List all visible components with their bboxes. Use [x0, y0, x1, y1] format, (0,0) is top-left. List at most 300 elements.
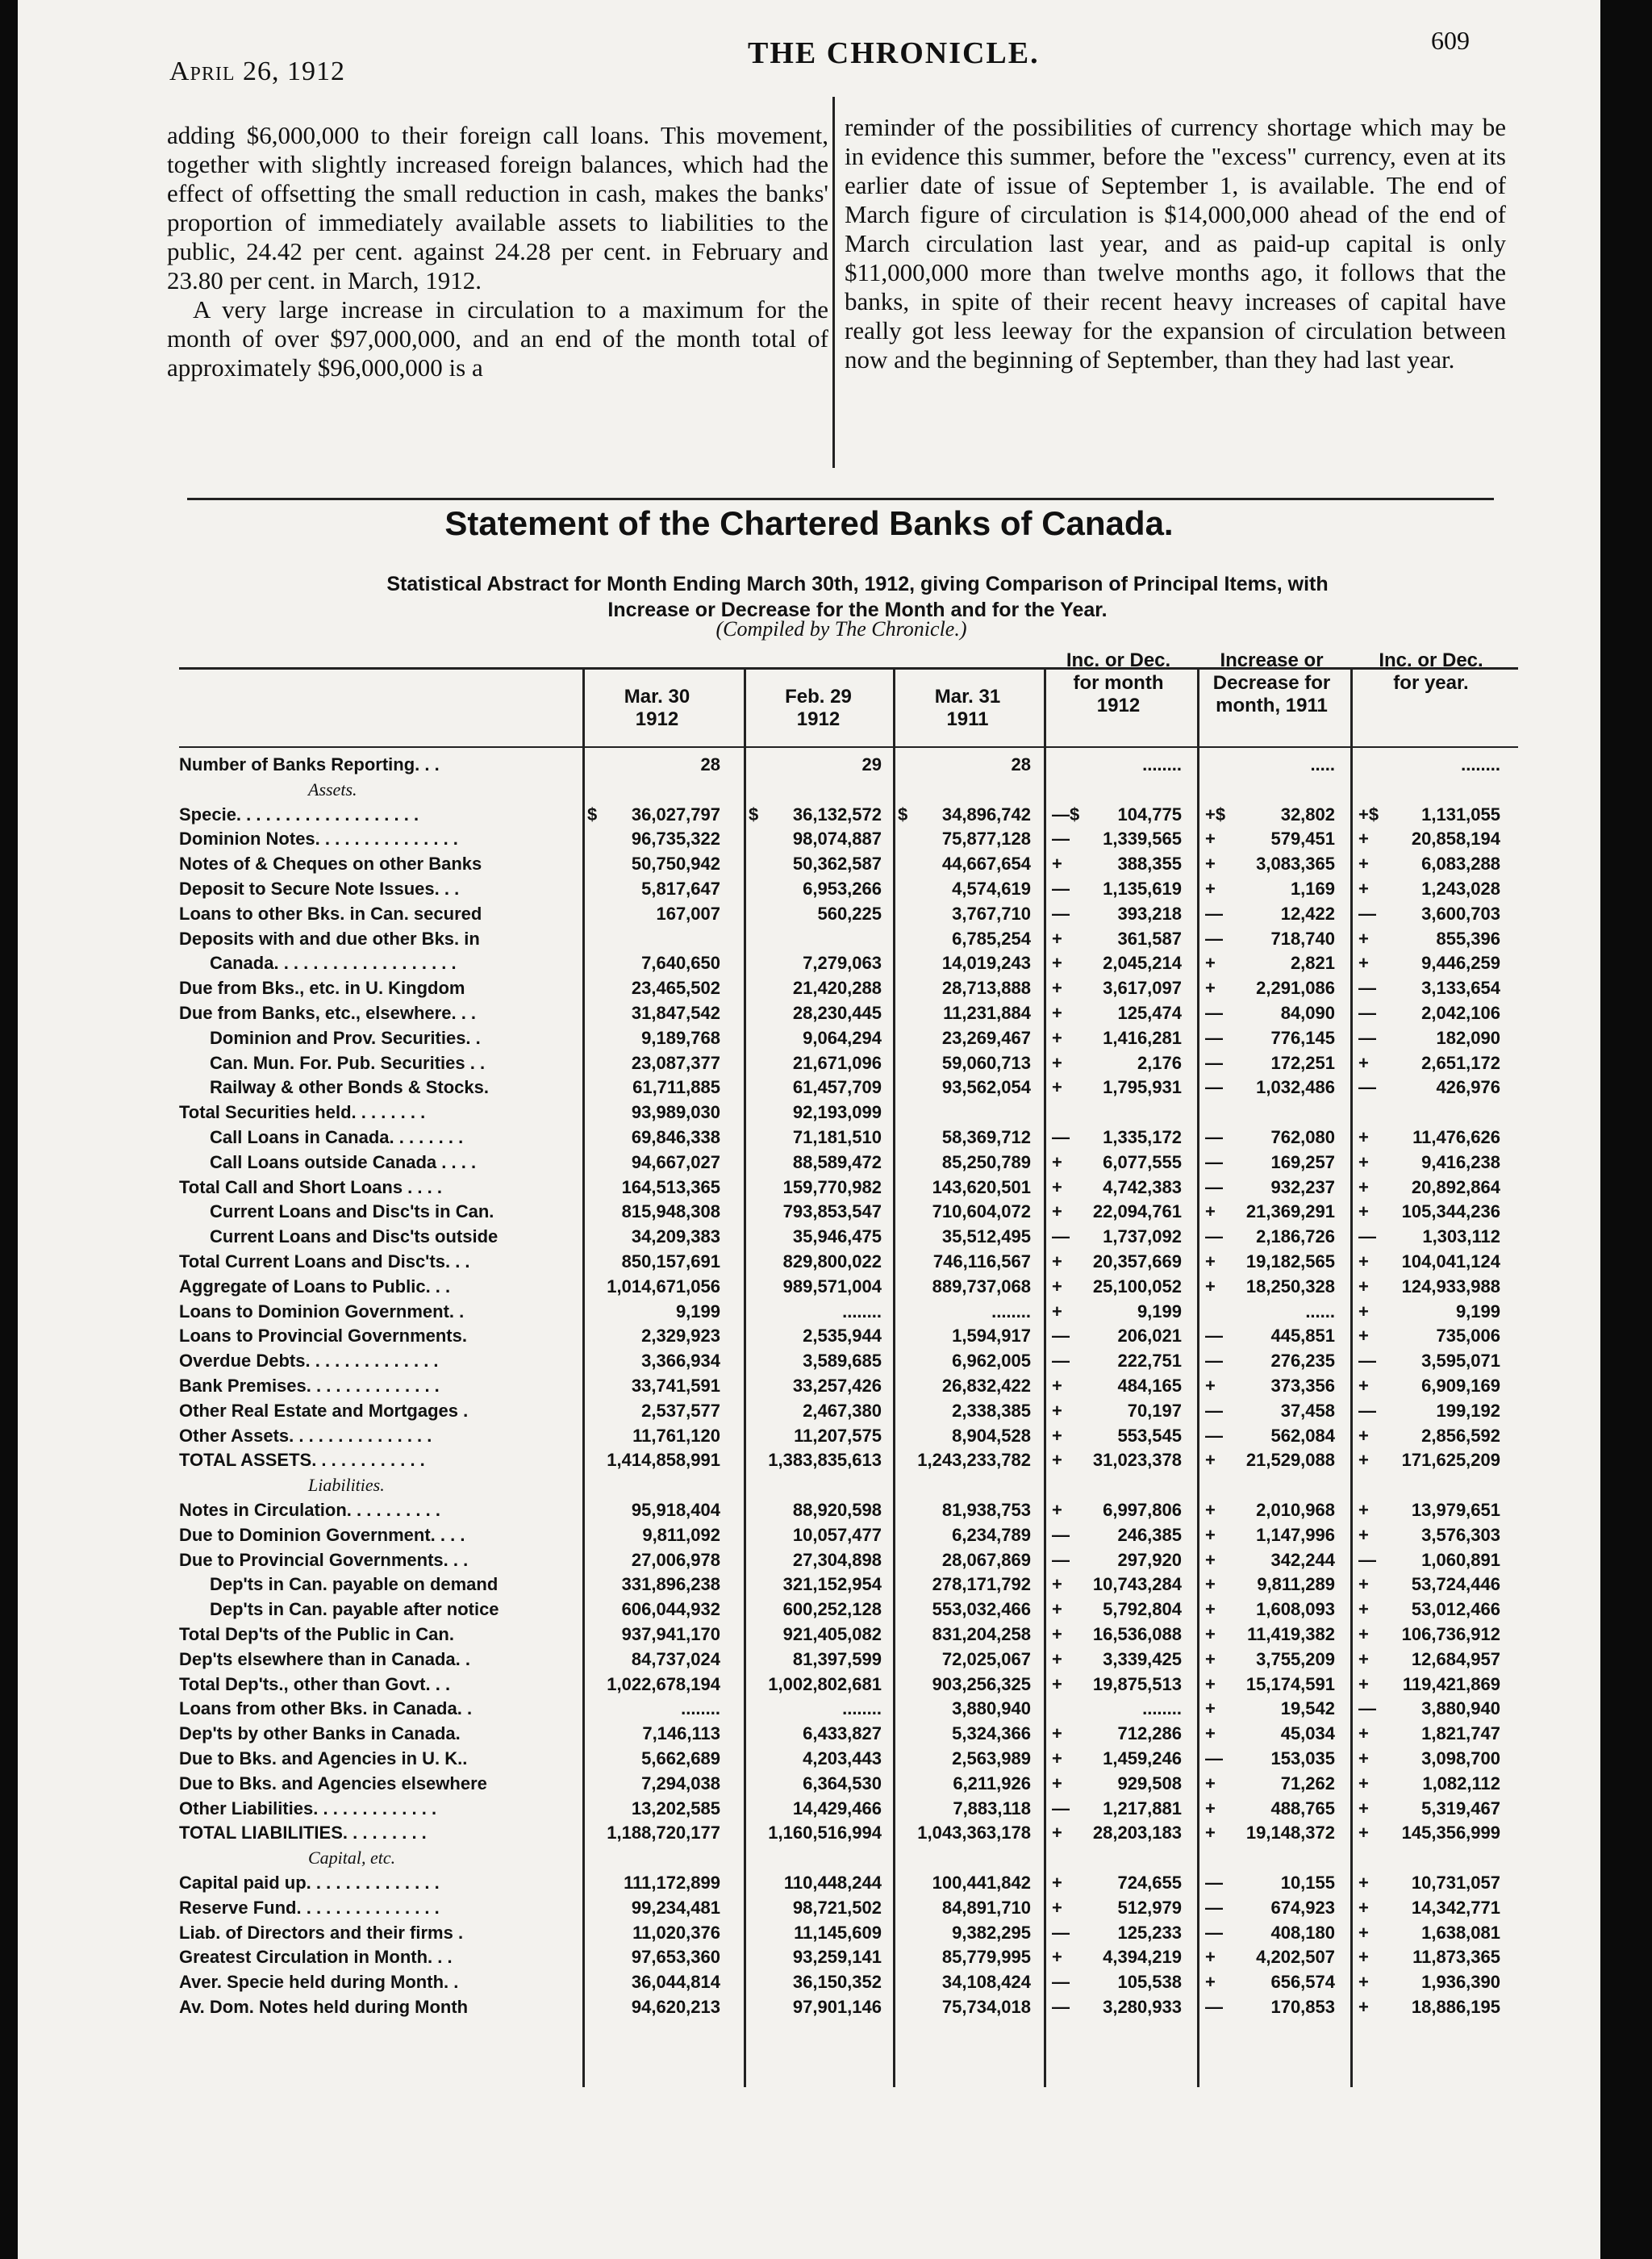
- sign-marker: —: [1358, 1003, 1376, 1023]
- column-header-line: Inc. or Dec.: [1379, 649, 1483, 671]
- table-cell: 6,083,288: [1421, 854, 1500, 875]
- table-cell: 81,938,753: [941, 1500, 1031, 1520]
- row-label: Can. Mun. For. Pub. Securities . .: [210, 1052, 486, 1073]
- sign-marker: +: [1358, 1201, 1369, 1222]
- table-cell: 69,846,338: [631, 1127, 720, 1147]
- sign-marker: —: [1052, 1922, 1070, 1943]
- table-cell: 19,148,372: [1245, 1823, 1335, 1844]
- table-cell: 100,441,842: [932, 1873, 1031, 1893]
- table-cell: 3,617,097: [1103, 978, 1182, 999]
- row-label: Loans to other Bks. in Can. secured: [179, 903, 482, 924]
- row-label: Dep'ts in Can. payable on demand: [210, 1574, 499, 1595]
- column-header: [582, 686, 732, 731]
- row-label: Notes of & Cheques on other Banks: [179, 854, 482, 875]
- table-cell: 16,536,088: [1092, 1624, 1182, 1644]
- table-cell: 104,041,124: [1401, 1251, 1500, 1271]
- sign-marker: +: [1358, 1972, 1369, 1993]
- table-cell: 23,087,377: [631, 1052, 720, 1073]
- divider-rule: [187, 498, 1494, 500]
- row-label: Deposit to Secure Note Issues. . .: [179, 879, 460, 899]
- table-cell: 28: [1011, 754, 1031, 775]
- section-heading: Capital, etc.: [308, 1848, 396, 1869]
- table-cell: 59,060,713: [941, 1052, 1031, 1073]
- table-cell: 2,042,106: [1421, 1003, 1500, 1023]
- article-column-right: [845, 113, 1506, 374]
- table-cell: 5,817,647: [641, 879, 720, 899]
- table-cell: 3,366,934: [641, 1351, 720, 1372]
- table-cell: 119,421,869: [1402, 1673, 1500, 1694]
- sign-marker: +: [1205, 1276, 1216, 1297]
- sign-marker: +: [1205, 1599, 1216, 1620]
- table-cell: 199,192: [1436, 1400, 1500, 1421]
- table-cell: 1,060,891: [1421, 1549, 1500, 1570]
- bank-statement-table: [179, 649, 1550, 2102]
- table-cell: 1,638,081: [1421, 1922, 1500, 1943]
- table-cell: 1,795,931: [1103, 1077, 1182, 1098]
- column-header-line: Feb. 29: [785, 686, 852, 708]
- table-cell: 106,736,912: [1401, 1624, 1500, 1644]
- row-label: Total Call and Short Loans . . . .: [179, 1176, 442, 1197]
- sign-marker: +: [1205, 1698, 1216, 1719]
- table-cell: ......: [1305, 1301, 1335, 1322]
- sign-marker: +: [1205, 1798, 1216, 1818]
- table-cell: 171,625,209: [1401, 1450, 1500, 1471]
- row-label: TOTAL ASSETS. . . . . . . . . . . .: [179, 1450, 425, 1471]
- table-cell: 104,775: [1117, 804, 1182, 825]
- table-cell: 14,429,466: [792, 1798, 882, 1818]
- row-label: Railway & other Bonds & Stocks.: [210, 1077, 489, 1098]
- row-label: Av. Dom. Notes held during Month: [179, 1997, 469, 2017]
- sign-marker: —: [1358, 903, 1376, 924]
- table-cell: 11,207,575: [794, 1425, 882, 1446]
- table-cell: 3,339,425: [1103, 1648, 1182, 1669]
- table-cell: 84,737,024: [631, 1648, 720, 1669]
- sign-marker: +: [1205, 953, 1216, 974]
- paragraph: A very large increase in circulation to a maximum for the month of over $97,000,000, and an end of the month total of approximately $96,000,000 is a: [167, 295, 828, 382]
- table-cell: 93,259,141: [792, 1947, 882, 1968]
- table-cell: 125,474: [1117, 1003, 1182, 1023]
- table-cell: 1,188,720,177: [607, 1823, 720, 1844]
- sign-marker: +: [1358, 1798, 1369, 1818]
- sign-marker: +: [1052, 1052, 1062, 1073]
- table-cell: 331,896,238: [621, 1574, 720, 1595]
- article-column-left: [167, 121, 828, 382]
- sign-marker: +: [1358, 1574, 1369, 1595]
- table-cell: 21,420,288: [792, 978, 882, 999]
- table-cell: 182,090: [1436, 1027, 1500, 1048]
- row-label: Due to Dominion Government. . . .: [179, 1524, 465, 1545]
- table-cell: 36,132,572: [792, 804, 882, 825]
- table-cell: 5,792,804: [1103, 1599, 1182, 1620]
- table-cell: 1,082,112: [1422, 1773, 1500, 1793]
- table-cell: 72,025,067: [941, 1648, 1031, 1669]
- sign-marker: +: [1052, 1823, 1062, 1844]
- sign-marker: —: [1205, 1351, 1223, 1372]
- sign-marker: +: [1052, 1077, 1062, 1098]
- sign-marker: +: [1358, 1897, 1369, 1918]
- table-cell: 92,193,099: [792, 1102, 882, 1123]
- sign-marker: +: [1205, 1251, 1216, 1271]
- table-cell: 45,034: [1280, 1723, 1335, 1744]
- table-cell: 18,250,328: [1245, 1276, 1335, 1297]
- table-cell: 85,779,995: [941, 1947, 1031, 1968]
- table-cell: 2,186,726: [1256, 1226, 1335, 1247]
- table-cell: 297,920: [1117, 1549, 1182, 1570]
- table-cell: 793,853,547: [782, 1201, 882, 1222]
- table-cell: 9,416,238: [1421, 1151, 1500, 1172]
- table-cell: 1,043,363,178: [917, 1823, 1031, 1844]
- table-cell: 2,291,086: [1256, 978, 1335, 999]
- column-divider: [832, 97, 835, 468]
- table-cell: 20,357,669: [1092, 1251, 1182, 1271]
- sign-marker: +: [1205, 1624, 1216, 1644]
- table-cell: 9,064,294: [803, 1027, 882, 1048]
- sign-marker: +: [1358, 1773, 1369, 1793]
- table-cell: 712,286: [1117, 1723, 1182, 1744]
- table-cell: ........: [1461, 754, 1500, 775]
- table-cell: 373,356: [1270, 1376, 1335, 1396]
- sign-marker: +: [1358, 1748, 1369, 1768]
- table-cell: 278,171,792: [932, 1574, 1031, 1595]
- table-cell: 9,199: [1455, 1301, 1500, 1322]
- sign-marker: +: [1052, 1723, 1062, 1744]
- sign-marker: —: [1205, 1077, 1223, 1098]
- sign-marker: —: [1052, 1549, 1070, 1570]
- table-cell: 606,044,932: [621, 1599, 720, 1620]
- table-cell: 32,802: [1280, 804, 1335, 825]
- table-cell: 19,182,565: [1245, 1251, 1335, 1271]
- table-cell: 2,563,989: [952, 1748, 1031, 1768]
- sign-marker: —: [1205, 1326, 1223, 1347]
- sign-marker: +: [1052, 1624, 1062, 1644]
- table-cell: 855,396: [1436, 928, 1500, 949]
- sign-marker: —: [1205, 1027, 1223, 1048]
- table-cell: 11,873,365: [1412, 1947, 1500, 1968]
- row-label: Current Loans and Disc'ts in Can.: [210, 1201, 494, 1222]
- sign-marker: +: [1358, 1922, 1369, 1943]
- table-cell: 5,662,689: [641, 1748, 720, 1768]
- table-cell: 3,880,940: [952, 1698, 1031, 1719]
- table-cell: 50,750,942: [631, 854, 720, 875]
- table-cell: 3,133,654: [1421, 978, 1500, 999]
- sign-marker: +: [1052, 1027, 1062, 1048]
- table-cell: 2,467,380: [803, 1400, 882, 1421]
- table-cell: 3,880,940: [1421, 1698, 1500, 1719]
- table-cell: 1,936,390: [1421, 1972, 1500, 1993]
- sign-marker: +: [1052, 1873, 1062, 1893]
- table-cell: 50,362,587: [792, 854, 882, 875]
- table-cell: 656,574: [1270, 1972, 1335, 1993]
- issue-date: April 26, 1912: [169, 56, 346, 86]
- sign-marker: +: [1052, 953, 1062, 974]
- table-cell: 12,422: [1280, 903, 1335, 924]
- table-cell: 1,147,996: [1256, 1524, 1335, 1545]
- sign-marker: +: [1205, 879, 1216, 899]
- sign-marker: +: [1205, 1524, 1216, 1545]
- sign-marker: +: [1358, 1301, 1369, 1322]
- sign-marker: +: [1205, 829, 1216, 850]
- table-cell: 81,397,599: [792, 1648, 882, 1669]
- table-cell: 125,233: [1117, 1922, 1182, 1943]
- compiled-by: (Compiled by The Chronicle.): [715, 617, 967, 641]
- column-header: [1350, 649, 1512, 695]
- sign-marker: +: [1052, 1301, 1062, 1322]
- row-label: Total Dep'ts of the Public in Can.: [179, 1624, 454, 1644]
- table-cell: 2,856,592: [1421, 1425, 1500, 1446]
- table-cell: 25,100,052: [1092, 1276, 1182, 1297]
- table-cell: 35,946,475: [792, 1226, 882, 1247]
- sign-marker: +: [1052, 1500, 1062, 1520]
- sign-marker: +: [1052, 1400, 1062, 1421]
- table-cell: 97,653,360: [631, 1947, 720, 1968]
- row-label: Call Loans in Canada. . . . . . . .: [210, 1127, 464, 1147]
- column-header: [744, 686, 893, 731]
- row-label: Specie. . . . . . . . . . . . . . . . . . .: [179, 804, 419, 825]
- table-cell: 600,252,128: [782, 1599, 882, 1620]
- sign-marker: +: [1358, 1997, 1369, 2017]
- table-cell: 6,997,806: [1103, 1500, 1182, 1520]
- newspaper-page: [18, 0, 1600, 2259]
- sign-marker: +: [1205, 1500, 1216, 1520]
- table-cell: 1,414,858,991: [607, 1450, 720, 1471]
- table-cell: 724,655: [1117, 1873, 1182, 1893]
- table-cell: 393,218: [1117, 903, 1182, 924]
- table-cell: 2,338,385: [952, 1400, 1031, 1421]
- sign-marker: +: [1052, 1376, 1062, 1396]
- column-header-line: Increase or: [1220, 649, 1324, 671]
- table-cell: 1,169: [1290, 879, 1335, 899]
- table-cell: 97,901,146: [792, 1997, 882, 2017]
- table-cell: 321,152,954: [782, 1574, 882, 1595]
- sign-marker: +: [1052, 1425, 1062, 1446]
- table-cell: 3,098,700: [1421, 1748, 1500, 1768]
- sign-marker: +: [1052, 978, 1062, 999]
- sign-marker: +: [1052, 1673, 1062, 1694]
- sign-marker: +: [1358, 1251, 1369, 1271]
- table-cell: 71,262: [1280, 1773, 1335, 1793]
- table-cell: 95,918,404: [631, 1500, 720, 1520]
- section-heading: Liabilities.: [308, 1475, 385, 1496]
- table-cell: 222,751: [1117, 1351, 1182, 1372]
- table-cell: 20,858,194: [1411, 829, 1500, 850]
- table-cell: 488,765: [1270, 1798, 1335, 1818]
- table-cell: 1,002,802,681: [768, 1673, 882, 1694]
- table-cell: 33,741,591: [631, 1376, 720, 1396]
- sign-marker: —: [1205, 1997, 1223, 2017]
- sign-marker: —: [1358, 978, 1376, 999]
- table-cell: 53,012,466: [1411, 1599, 1500, 1620]
- row-label: Dep'ts in Can. payable after notice: [210, 1599, 499, 1620]
- table-cell: 562,084: [1270, 1425, 1335, 1446]
- sign-marker: +: [1052, 1251, 1062, 1271]
- table-cell: 7,146,113: [642, 1723, 720, 1744]
- sign-marker: +: [1358, 879, 1369, 899]
- column-header: [893, 686, 1042, 731]
- table-cell: 99,234,481: [631, 1897, 720, 1918]
- table-cell: 6,234,789: [952, 1524, 1031, 1545]
- table-cell: 560,225: [817, 903, 882, 924]
- table-cell: 5,324,366: [952, 1723, 1031, 1744]
- sign-marker: +: [1358, 854, 1369, 875]
- row-label: Capital paid up. . . . . . . . . . . . . .: [179, 1873, 440, 1893]
- table-cell: 23,465,502: [631, 978, 720, 999]
- sign-marker: +: [1052, 1176, 1062, 1197]
- table-cell: 10,731,057: [1411, 1873, 1500, 1893]
- table-cell: 26,832,422: [941, 1376, 1031, 1396]
- sign-marker: +: [1205, 1773, 1216, 1793]
- table-cell: 9,382,295: [952, 1922, 1031, 1943]
- table-cell: 23,269,467: [941, 1027, 1031, 1048]
- sign-marker: —: [1205, 1748, 1223, 1768]
- table-cell: 18,886,195: [1411, 1997, 1500, 2017]
- table-cell: 4,742,383: [1103, 1176, 1182, 1197]
- table-cell: 105,344,236: [1401, 1201, 1500, 1222]
- sign-marker: —: [1358, 1549, 1376, 1570]
- sign-marker: +: [1205, 1201, 1216, 1222]
- table-cell: 6,433,827: [803, 1723, 882, 1744]
- header-bottom-rule: [179, 746, 1518, 748]
- sign-marker: —: [1052, 879, 1070, 899]
- table-cell: 903,256,325: [932, 1673, 1031, 1694]
- table-cell: 989,571,004: [782, 1276, 882, 1297]
- table-cell: 3,767,710: [952, 903, 1031, 924]
- table-cell: 19,875,513: [1092, 1673, 1182, 1694]
- table-cell: 12,684,957: [1411, 1648, 1500, 1669]
- table-cell: 159,770,982: [782, 1176, 882, 1197]
- table-cell: 776,145: [1270, 1027, 1335, 1048]
- table-cell: 3,576,303: [1421, 1524, 1500, 1545]
- table-cell: 1,594,917: [952, 1326, 1031, 1347]
- table-cell: 61,457,709: [792, 1077, 882, 1098]
- table-cell: 553,032,466: [932, 1599, 1031, 1620]
- sign-marker: +: [1052, 1748, 1062, 1768]
- sign-marker: —: [1052, 903, 1070, 924]
- table-cell: 206,021: [1117, 1326, 1182, 1347]
- column-header-line: Decrease for: [1212, 672, 1331, 694]
- column-header-line: Inc. or Dec.: [1066, 649, 1171, 671]
- table-cell: ........: [991, 1301, 1031, 1322]
- table-cell: ........: [842, 1698, 882, 1719]
- table-cell: 1,217,881: [1103, 1798, 1182, 1818]
- sign-marker: +$: [1358, 804, 1379, 825]
- sign-marker: +: [1358, 1723, 1369, 1744]
- sign-marker: +: [1205, 978, 1216, 999]
- table-cell: 1,022,678,194: [607, 1673, 720, 1694]
- table-cell: 110,448,244: [783, 1873, 882, 1893]
- sign-marker: —: [1205, 1127, 1223, 1147]
- sign-marker: —: [1052, 1798, 1070, 1818]
- sign-marker: —: [1205, 1425, 1223, 1446]
- row-label: Total Securities held. . . . . . . .: [179, 1102, 426, 1123]
- column-header: [1044, 649, 1193, 717]
- table-cell: 19,542: [1280, 1698, 1335, 1719]
- table-cell: 70,197: [1127, 1400, 1182, 1421]
- column-header-line: 1912: [1096, 695, 1141, 716]
- sign-marker: +: [1358, 1052, 1369, 1073]
- dollar-sign: $: [749, 804, 759, 825]
- table-cell: 8,904,528: [952, 1425, 1031, 1446]
- table-cell: 937,941,170: [621, 1624, 720, 1644]
- table-cell: 21,369,291: [1245, 1201, 1335, 1222]
- statement-title: Statement of the Chartered Banks of Canada.: [444, 504, 1174, 542]
- row-label: Reserve Fund. . . . . . . . . . . . . . .: [179, 1897, 440, 1918]
- sign-marker: +: [1358, 1425, 1369, 1446]
- sign-marker: +: [1205, 1723, 1216, 1744]
- table-cell: 674,923: [1270, 1897, 1335, 1918]
- table-cell: 71,181,510: [792, 1127, 882, 1147]
- table-cell: 6,077,555: [1103, 1151, 1182, 1172]
- sign-marker: +: [1052, 1897, 1062, 1918]
- publication-title: THE CHRONICLE.: [748, 36, 1040, 70]
- table-cell: 96,735,322: [631, 829, 720, 850]
- table-cell: 484,165: [1117, 1376, 1182, 1396]
- table-cell: 342,244: [1270, 1549, 1335, 1570]
- table-cell: 9,189,768: [641, 1027, 720, 1048]
- sign-marker: —: [1052, 829, 1070, 850]
- table-cell: 7,883,118: [953, 1798, 1031, 1818]
- table-cell: 143,620,501: [932, 1176, 1031, 1197]
- row-label: Total Current Loans and Disc'ts. . .: [179, 1251, 470, 1271]
- sign-marker: +: [1358, 1648, 1369, 1669]
- sign-marker: —: [1052, 1524, 1070, 1545]
- table-cell: 20,892,864: [1411, 1176, 1500, 1197]
- table-cell: 28,230,445: [792, 1003, 882, 1023]
- table-cell: 921,405,082: [782, 1624, 882, 1644]
- table-cell: 37,458: [1280, 1400, 1335, 1421]
- table-cell: 2,010,968: [1256, 1500, 1335, 1520]
- table-cell: 2,045,214: [1103, 953, 1182, 974]
- table-cell: 88,920,598: [792, 1500, 882, 1520]
- row-label: Overdue Debts. . . . . . . . . . . . . .: [179, 1351, 439, 1372]
- table-cell: 124,933,988: [1401, 1276, 1500, 1297]
- table-cell: 170,853: [1270, 1997, 1335, 2017]
- table-cell: 710,604,072: [932, 1201, 1031, 1222]
- row-label: Dominion and Prov. Securities. .: [210, 1027, 481, 1048]
- table-cell: 1,459,246: [1103, 1748, 1182, 1768]
- table-cell: 10,743,284: [1092, 1574, 1182, 1595]
- sign-marker: +: [1358, 1823, 1369, 1844]
- table-cell: 44,667,654: [941, 854, 1031, 875]
- sign-marker: —: [1205, 1922, 1223, 1943]
- table-cell: 9,199: [675, 1301, 720, 1322]
- sign-marker: —: [1358, 1226, 1376, 1247]
- row-label: Aver. Specie held during Month. .: [179, 1972, 459, 1993]
- table-cell: 98,721,502: [792, 1897, 882, 1918]
- sign-marker: —: [1358, 1027, 1376, 1048]
- table-cell: 36,150,352: [792, 1972, 882, 1993]
- table-cell: 13,979,651: [1411, 1500, 1500, 1520]
- table-cell: 3,755,209: [1256, 1648, 1335, 1669]
- table-cell: 4,203,443: [803, 1748, 882, 1768]
- row-label: Loans from other Bks. in Canada. .: [179, 1698, 473, 1719]
- sign-marker: —: [1052, 1351, 1070, 1372]
- column-header-line: month, 1911: [1216, 695, 1328, 716]
- table-cell: 829,800,022: [782, 1251, 882, 1271]
- sign-marker: —: [1205, 903, 1223, 924]
- table-cell: 3,083,365: [1256, 854, 1335, 875]
- table-cell: 1,303,112: [1422, 1226, 1500, 1247]
- sign-marker: +$: [1205, 804, 1226, 825]
- table-cell: 93,989,030: [631, 1102, 720, 1123]
- table-cell: 84,090: [1280, 1003, 1335, 1023]
- table-cell: 34,209,383: [631, 1226, 720, 1247]
- sign-marker: +: [1052, 928, 1062, 949]
- table-cell: 276,235: [1270, 1351, 1335, 1372]
- sign-marker: +: [1052, 1450, 1062, 1471]
- table-cell: 932,237: [1270, 1176, 1335, 1197]
- table-cell: 13,202,585: [631, 1798, 720, 1818]
- row-label: Current Loans and Disc'ts outside: [210, 1226, 499, 1247]
